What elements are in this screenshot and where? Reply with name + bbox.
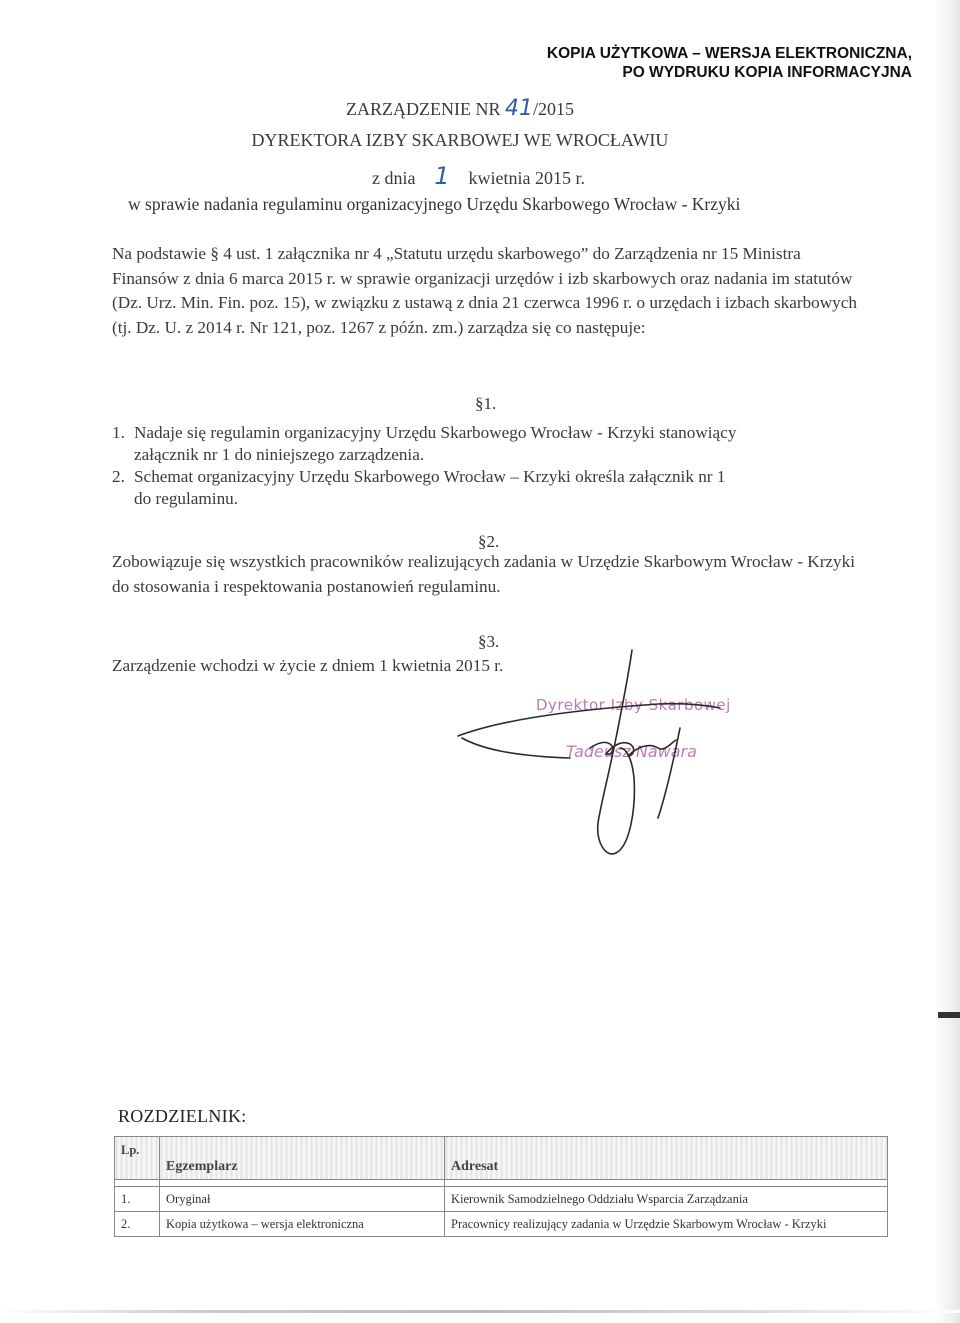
handwritten-day: 1 xyxy=(434,162,450,190)
table-row xyxy=(115,1187,888,1212)
table-header-row xyxy=(115,1137,888,1180)
signature-stamp-title: Dyrektor Izby Skarbowej xyxy=(536,696,731,714)
section-2-heading: §2. xyxy=(478,532,500,551)
section-1-item xyxy=(112,466,862,509)
copy-stamp-line1: KOPIA UŻYTKOWA – WERSJA ELEKTRONICZNA, xyxy=(546,45,912,62)
section-3-heading: §3. xyxy=(478,632,500,651)
document-subject: w sprawie nadania regulaminu organizacyjnego Urzędu Skarbowego Wrocław - Krzyki xyxy=(128,194,741,214)
handwritten-number: 41 xyxy=(504,96,533,121)
intro-paragraph: Na podstawie § 4 ust. 1 załącznika nr 4 „Statutu urzędu skarbowego” do Zarządzenia nr 15 Ministra Finansów z dnia 6 marca 2015 r. w sprawie organizacji urzędów i izb skarbowych oraz nadania im statutów (Dz. Urz. Min. Fin. poz. 15), w związku z ustawą z dnia 21 czerwca 1996 r. o urzędach i izbach skarbowych (tj. Dz. U. z 2014 r. Nr 121, poz. 1267 z późn. zm.) zarządza się co następuje: xyxy=(112,244,858,337)
item-text: Nadaje się regulamin organizacyjny Urzędu Skarbowego Wrocław - Krzyki stanowiący xyxy=(134,423,737,442)
col-header-copy: Egzemplarz xyxy=(160,1137,445,1180)
document-date xyxy=(372,162,585,190)
item-number: 2. xyxy=(112,467,125,486)
section-2-text: Zobowiązuje się wszystkich pracowników realizujących zadania w Urzędzie Skarbowym Wrocław - Krzyki do stosowania i respektowania postanowień regulaminu. xyxy=(112,552,856,596)
scan-edge-bottom xyxy=(0,1310,960,1313)
date-prefix: z dnia xyxy=(372,168,416,188)
copy-stamp xyxy=(547,44,912,82)
document-title xyxy=(0,96,960,121)
cell-recipient: Pracownicy realizujący zadania w Urzędzie Skarbowym Wrocław - Krzyki xyxy=(445,1212,888,1237)
copy-stamp-line2: PO WYDRUKU KOPIA INFORMACYJNA xyxy=(622,64,912,81)
item-text: Schemat organizacyjny Urzędu Skarbowego Wrocław – Krzyki określa załącznik nr 1 xyxy=(134,467,726,486)
cell-lp: 2. xyxy=(115,1212,160,1237)
handwritten-signature xyxy=(440,648,740,878)
cell-lp: 1. xyxy=(115,1187,160,1212)
date-suffix: kwietnia 2015 r. xyxy=(468,168,585,188)
cell-recipient: Kierownik Samodzielnego Oddziału Wsparcia Zarządzania xyxy=(445,1187,888,1212)
cell-copy: Kopia użytkowa – wersja elektroniczna xyxy=(160,1212,445,1237)
scan-edge-mark xyxy=(938,1012,960,1018)
signature-stamp-name: Tadeusz Nawara xyxy=(566,742,697,761)
section-1-heading: §1. xyxy=(475,394,497,413)
col-header-recipient: Adresat xyxy=(445,1137,888,1180)
section-1-item xyxy=(112,422,862,465)
scan-edge-right xyxy=(934,0,960,1323)
distribution-table xyxy=(114,1136,888,1237)
item-text-cont: do regulaminu. xyxy=(134,488,239,508)
table-row xyxy=(115,1212,888,1237)
item-text-cont: załącznik nr 1 do niniejszego zarządzenia. xyxy=(134,444,425,464)
issuer: DYREKTORA IZBY SKARBOWEJ WE WROCŁAWIU xyxy=(251,130,669,150)
col-header-lp: Lp. xyxy=(115,1137,160,1180)
title-suffix: /2015 xyxy=(532,99,574,119)
distribution-heading: ROZDZIELNIK: xyxy=(118,1106,247,1126)
title-prefix: ZARZĄDZENIE NR xyxy=(346,99,505,119)
section-3-text: Zarządzenie wchodzi w życie z dniem 1 kwietnia 2015 r. xyxy=(112,656,504,675)
item-number: 1. xyxy=(112,423,125,442)
table-spacer-row xyxy=(115,1180,888,1187)
cell-copy: Oryginał xyxy=(160,1187,445,1212)
